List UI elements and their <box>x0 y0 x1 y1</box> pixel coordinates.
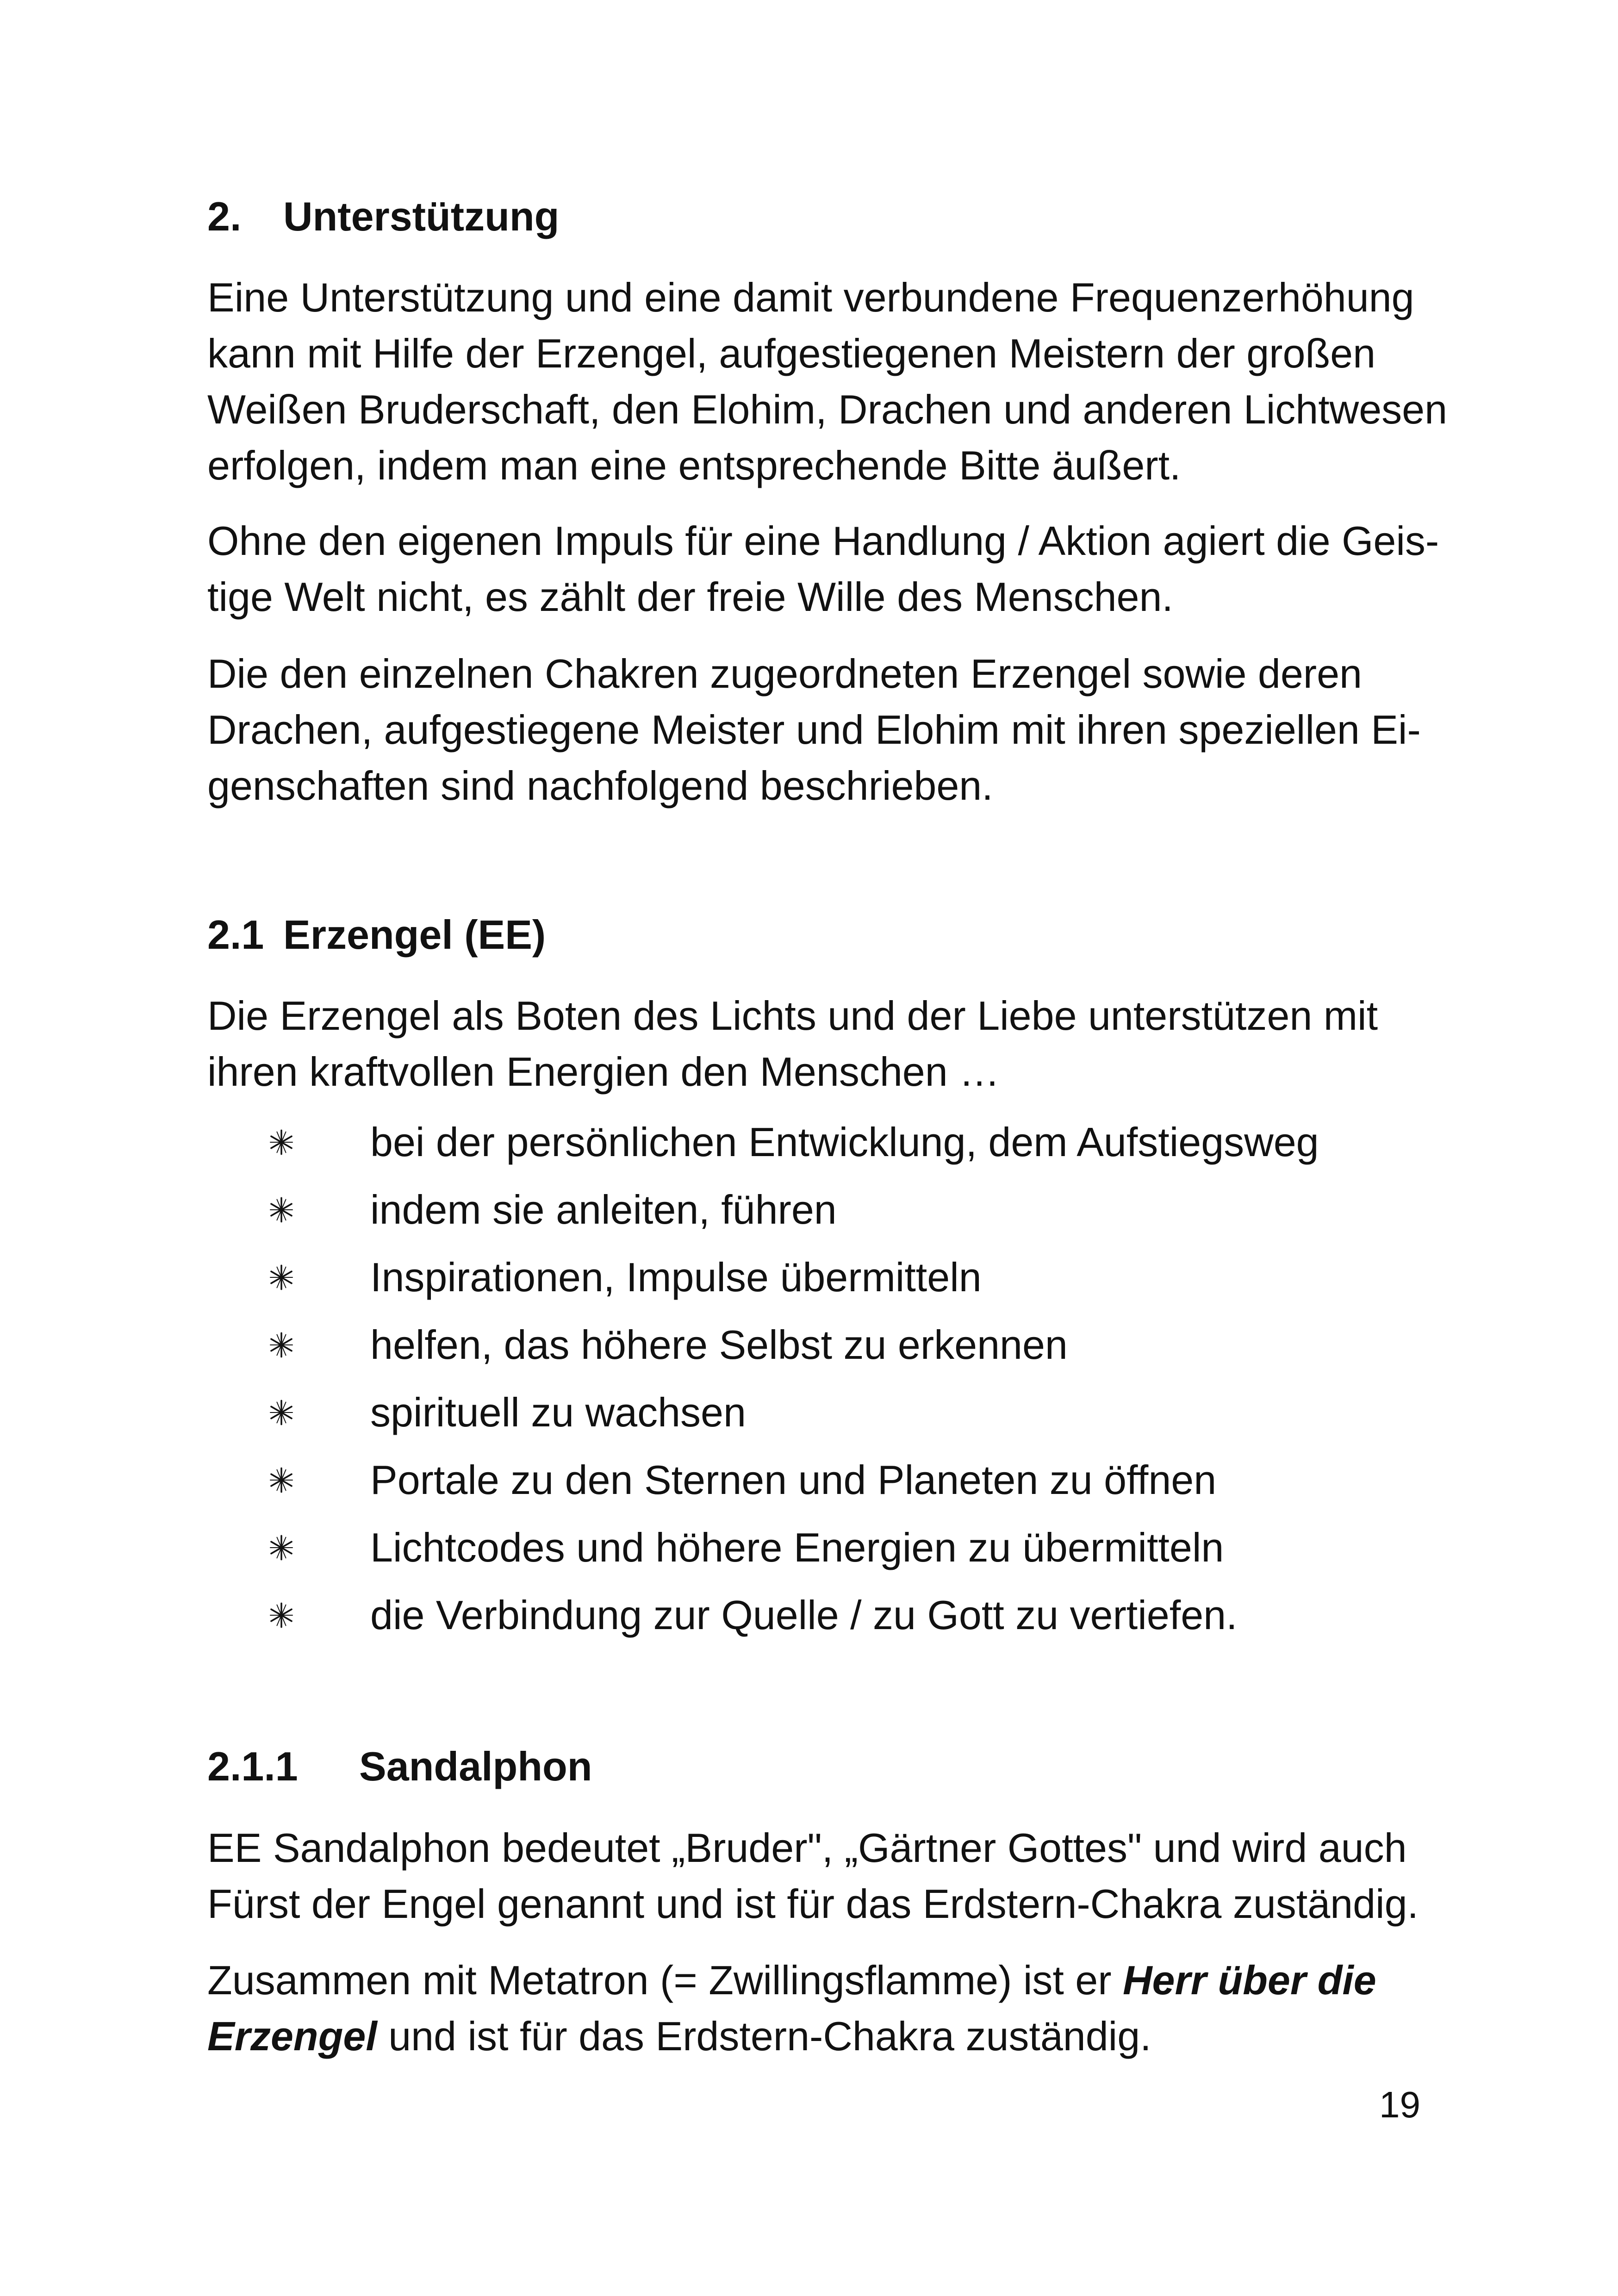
emphasized-text: Herr über die Erzengel <box>207 1957 1376 2059</box>
list-item-text: Lichtcodes und höhere Energien zu übermitteln <box>370 1524 1224 1570</box>
bullet-list <box>207 1108 1457 1649</box>
list-item-text: indem sie anleiten, führen <box>370 1187 837 1232</box>
section-number: 2.1.1 <box>207 1743 298 1789</box>
six-pointed-star-icon <box>263 1446 300 1514</box>
paragraph: Eine Unterstützung und eine damit verbundene Frequenzerhöhung kann mit Hilfe der Erzengel, aufgestiegenen Meistern der großen Weißen Bruderschaft, den Elohim, Drachen und anderen Lichtwesen erfolgen, indem man eine entsprechende Bitte äußert. <box>207 274 1448 488</box>
paragraph: EE Sandalphon bedeutet „Bruder", „Gärtner Gottes" und wird auch Fürst der Engel genannt und ist für das Erdstern-Chakra zuständig. <box>207 1825 1419 1927</box>
paragraph-text: Zusammen mit Metatron (= Zwillingsflamme) ist er <box>207 1957 1123 2003</box>
list-item <box>207 1108 1457 1176</box>
section-title: Sandalphon <box>359 1743 592 1789</box>
six-pointed-star-icon <box>263 1311 300 1379</box>
list-item-text: Inspirationen, Impulse übermitteln <box>370 1254 982 1300</box>
list-item <box>207 1311 1457 1379</box>
six-pointed-star-icon <box>263 1244 300 1311</box>
list-item-text: Portale zu den Sternen und Planeten zu öffnen <box>370 1457 1217 1503</box>
section-heading-2-1-1 <box>207 1739 1457 1794</box>
list-item-text: die Verbindung zur Quelle / zu Gott zu vertiefen. <box>370 1592 1238 1638</box>
list-item-text: bei der persönlichen Entwicklung, dem Aufstiegsweg <box>370 1119 1319 1165</box>
paragraph: Ohne den eigenen Impuls für eine Handlung / Aktion agiert die Geis-tige Welt nicht, es zählt der freie Wille des Menschen. <box>207 518 1439 620</box>
section-title: Erzengel (EE) <box>283 912 546 958</box>
paragraph: Die Erzengel als Boten des Lichts und der Liebe unterstützen mit ihren kraftvollen Energien den Menschen … <box>207 993 1378 1095</box>
list-item <box>207 1379 1457 1446</box>
six-pointed-star-icon <box>263 1176 300 1244</box>
six-pointed-star-icon <box>263 1379 300 1446</box>
list-item <box>207 1514 1457 1581</box>
section-number: 2.1 <box>207 912 264 958</box>
list-item-text: spirituell zu wachsen <box>370 1389 746 1435</box>
section-heading-2-1 <box>207 907 1457 963</box>
page-number: 19 <box>1379 2084 1420 2125</box>
paragraph-text: und ist für das Erdstern-Chakra zuständig. <box>377 2013 1151 2059</box>
list-item-text: helfen, das höhere Selbst zu erkennen <box>370 1322 1068 1368</box>
section-title: Unterstützung <box>283 193 560 239</box>
list-item <box>207 1446 1457 1514</box>
list-item <box>207 1176 1457 1244</box>
list-item <box>207 1244 1457 1311</box>
section-heading-2 <box>207 189 1457 244</box>
section-number: 2. <box>207 193 242 239</box>
paragraph: Die den einzelnen Chakren zugeordneten Erzengel sowie deren Drachen, aufgestiegene Meister und Elohim mit ihren speziellen Ei-genschaften sind nachfolgend beschrieben. <box>207 651 1421 809</box>
six-pointed-star-icon <box>263 1514 300 1581</box>
six-pointed-star-icon <box>263 1581 300 1649</box>
list-item <box>207 1581 1457 1649</box>
paragraph <box>207 1952 1457 2064</box>
six-pointed-star-icon <box>263 1108 300 1176</box>
